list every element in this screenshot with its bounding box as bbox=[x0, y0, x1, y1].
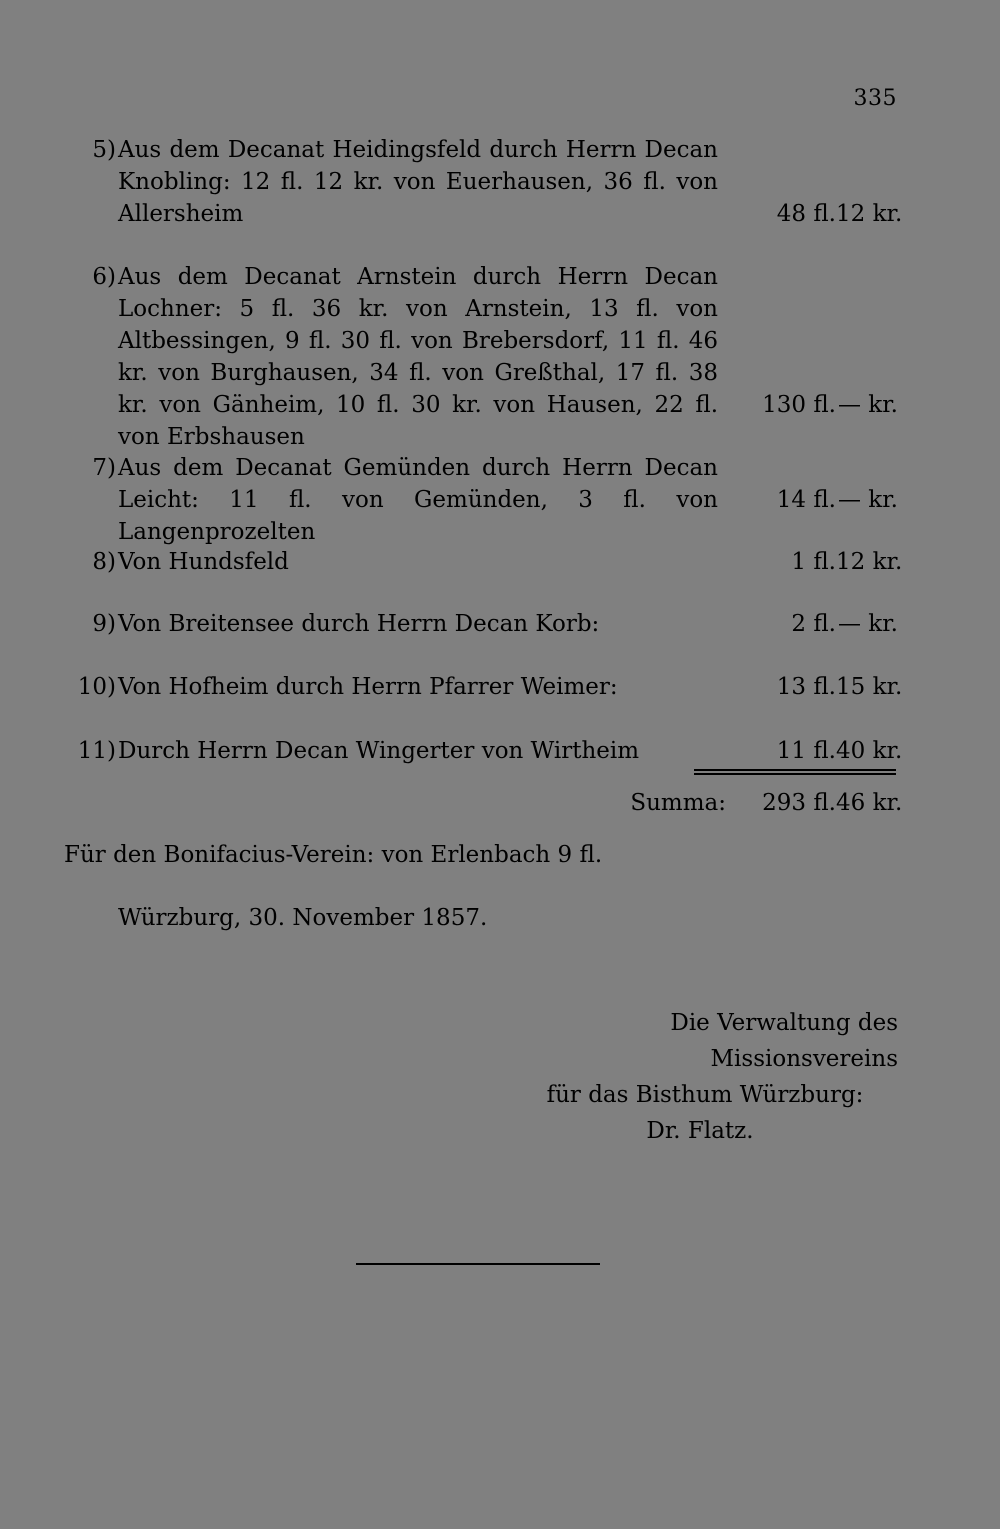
entry-text: Von Breitensee durch Herrn Decan Korb: bbox=[118, 611, 600, 637]
summa-line bbox=[630, 790, 903, 816]
signature-name: Dr. Flatz. bbox=[646, 1118, 754, 1144]
amount-florin: 2 fl. bbox=[791, 611, 836, 637]
amount-kreuzer: — kr. bbox=[837, 611, 898, 637]
bonifacius-note: Für den Bonifacius-Verein: von Erlenbach 9 fl. bbox=[64, 842, 603, 868]
entry-amount bbox=[758, 389, 898, 421]
entry-number: 5) bbox=[92, 137, 116, 163]
page-number: 335 bbox=[853, 86, 897, 111]
entry-9 bbox=[64, 608, 898, 640]
summa-kreuzer: 46 kr. bbox=[836, 790, 903, 816]
total-rule-upper bbox=[694, 769, 896, 771]
entry-amount bbox=[758, 198, 903, 230]
amount-florin: 13 fl. bbox=[776, 674, 836, 700]
entry-number: 8) bbox=[92, 549, 116, 575]
entry-number: 7) bbox=[92, 455, 116, 481]
entry-10 bbox=[64, 671, 903, 703]
amount-kreuzer: — kr. bbox=[837, 392, 898, 418]
dateline: Würzburg, 30. November 1857. bbox=[118, 905, 488, 931]
closing-rule bbox=[356, 1263, 600, 1265]
entry-number: 6) bbox=[92, 264, 116, 290]
entry-text: Von Hundsfeld bbox=[118, 549, 289, 575]
entry-amount bbox=[758, 735, 903, 767]
entry-11 bbox=[64, 735, 903, 767]
entry-amount bbox=[758, 608, 898, 640]
entry-text: Aus dem Decanat Gemünden durch Herrn Decan Leicht: 11 fl. von Gemünden, 3 fl. von Langenprozelten bbox=[118, 455, 718, 545]
entry-amount bbox=[758, 546, 903, 578]
amount-kreuzer: 12 kr. bbox=[836, 201, 903, 227]
total-rule-lower bbox=[694, 773, 896, 775]
entry-5 bbox=[64, 134, 903, 230]
entry-amount bbox=[758, 671, 903, 703]
amount-kreuzer: — kr. bbox=[837, 487, 898, 513]
entry-number: 10) bbox=[77, 674, 116, 700]
signature-line-2: für das Bisthum Würzburg: bbox=[546, 1082, 864, 1108]
entry-text: Durch Herrn Decan Wingerter von Wirtheim bbox=[118, 738, 640, 764]
entry-text: Von Hofheim durch Herrn Pfarrer Weimer: bbox=[118, 674, 618, 700]
entry-6 bbox=[64, 261, 898, 450]
entry-amount bbox=[758, 484, 898, 516]
summa-florin: 293 fl. bbox=[762, 790, 836, 816]
amount-kreuzer: 15 kr. bbox=[836, 674, 903, 700]
signature-line-1: Die Verwaltung des Missionsvereins bbox=[670, 1010, 898, 1072]
signature-block bbox=[500, 1005, 900, 1149]
amount-florin: 48 fl. bbox=[776, 201, 836, 227]
amount-kreuzer: 40 kr. bbox=[836, 738, 903, 764]
entry-number: 9) bbox=[92, 611, 116, 637]
amount-florin: 130 fl. bbox=[762, 392, 836, 418]
entry-8 bbox=[64, 546, 903, 578]
entry-text: Aus dem Decanat Arnstein durch Herrn Decan Lochner: 5 fl. 36 kr. von Arnstein, 13 fl. von Altbessingen, 9 fl. 30 fl. von Brebersdorf, 11 fl. 46 kr. von Burghausen, 34 fl. von Greßthal, 17 fl. 38 kr. von Gänheim, 10 fl. 30 kr. von Hausen, 22 fl. von Erbshausen bbox=[118, 264, 718, 450]
amount-florin: 1 fl. bbox=[791, 549, 836, 575]
amount-kreuzer: 12 kr. bbox=[836, 549, 903, 575]
amount-florin: 14 fl. bbox=[776, 487, 836, 513]
entry-text: Aus dem Decanat Heidingsfeld durch Herrn Decan Knobling: 12 fl. 12 kr. von Euerhausen, 36 fl. von Allersheim bbox=[118, 137, 718, 227]
summa-label: Summa: bbox=[630, 790, 726, 816]
entry-7 bbox=[64, 452, 898, 545]
entry-number: 11) bbox=[77, 738, 116, 764]
amount-florin: 11 fl. bbox=[776, 738, 836, 764]
